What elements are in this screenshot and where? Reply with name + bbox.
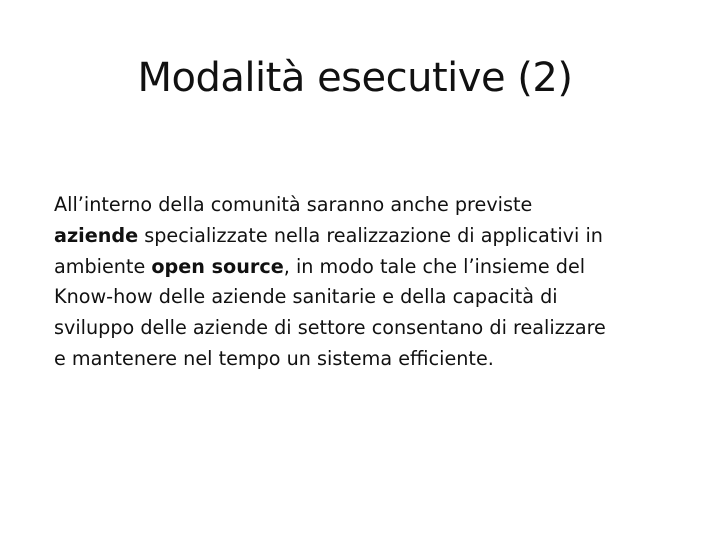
emphasis-open-source: open source	[151, 254, 284, 278]
body-line-6: e mantenere nel tempo un sistema efficiente.	[54, 346, 494, 370]
body-line-4: Know-how delle aziende sanitarie e della capacità di	[54, 285, 558, 309]
body-line-5: sviluppo delle aziende di settore consentano di realizzare	[54, 316, 606, 340]
body-line-2-rest: specializzate nella realizzazione di applicativi in	[138, 223, 603, 247]
body-line-1: All’interno della comunità saranno anche previste	[54, 193, 533, 216]
slide-body-text	[54, 190, 674, 375]
body-line-3-rest: , in modo tale che l’insieme del	[283, 254, 586, 278]
body-line-3-start: ambiente	[54, 254, 152, 278]
slide-title: Modalità esecutive (2)	[137, 55, 573, 101]
body-line-3	[54, 252, 674, 283]
emphasis-aziende: aziende	[54, 223, 139, 247]
body-line-2	[54, 221, 674, 252]
